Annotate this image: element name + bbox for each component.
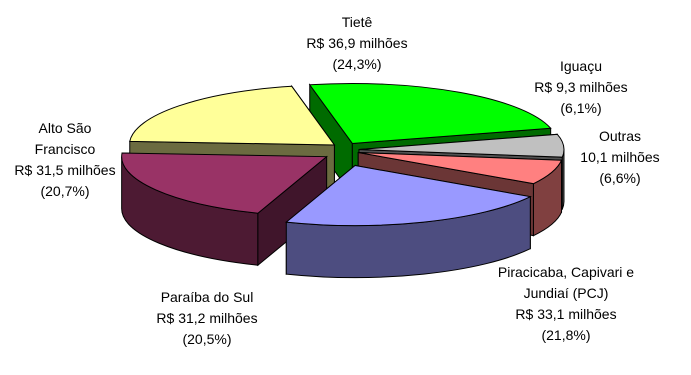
label-paraiba — [132, 287, 282, 350]
label-pcj-name-2: Jundiaí (PCJ) — [523, 285, 609, 301]
label-iguacu-value: R$ 9,3 milhões — [534, 79, 628, 95]
label-tiete-percent: (24,3%) — [332, 56, 382, 72]
label-pcj-percent: (21,8%) — [541, 327, 591, 343]
label-outras-percent: (6,6%) — [599, 170, 641, 186]
label-paraiba-name: Paraíba do Sul — [160, 289, 254, 305]
label-outras-name: Outras — [598, 128, 641, 144]
label-tiete — [282, 12, 432, 75]
label-alto-sao-francisco — [0, 118, 130, 202]
label-alto-name-2: Francisco — [34, 141, 96, 157]
label-alto-name-1: Alto São — [38, 120, 92, 136]
label-iguacu-percent: (6,1%) — [560, 100, 602, 116]
label-outras — [560, 126, 680, 189]
label-paraiba-percent: (20,5%) — [182, 331, 232, 347]
label-iguacu-name: Iguaçu — [559, 58, 603, 74]
label-alto-value: R$ 31,5 milhões — [14, 162, 116, 178]
label-pcj-value: R$ 33,1 milhões — [515, 306, 617, 322]
label-paraiba-value: R$ 31,2 milhões — [156, 310, 258, 326]
label-tiete-value: R$ 36,9 milhões — [306, 35, 408, 51]
label-iguacu — [506, 56, 656, 119]
label-tiete-name: Tietê — [341, 14, 373, 30]
label-outras-value: 10,1 milhões — [580, 149, 660, 165]
label-pcj — [466, 262, 666, 346]
label-alto-percent: (20,7%) — [40, 183, 90, 199]
label-pcj-name-1: Piracicaba, Capivari e — [497, 264, 635, 280]
slice-alto-top — [130, 86, 335, 145]
